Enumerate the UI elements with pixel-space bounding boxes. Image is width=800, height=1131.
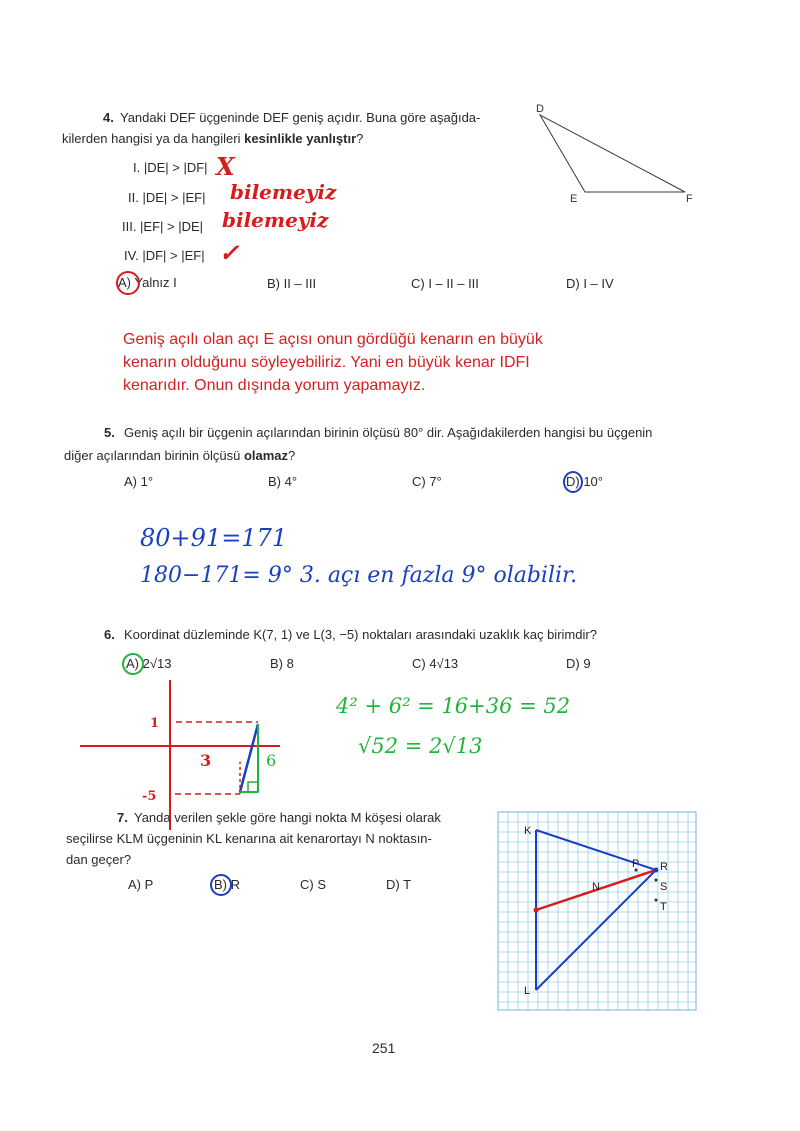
q5-work-line2: 180−171= 9° 3. açı en fazla 9° olabilir. — [140, 563, 578, 588]
q4-number: 4. — [103, 110, 114, 125]
q6-option-b[interactable]: B) 8 — [270, 656, 294, 671]
q4-mark-check: ✓ — [219, 238, 240, 267]
q7-line3: dan geçer? — [66, 852, 132, 867]
q5-option-c[interactable]: C) 7° — [412, 474, 442, 489]
grid-label-t: T — [660, 901, 667, 913]
q6-option-d[interactable]: D) 9 — [566, 656, 591, 671]
grid-label-k: K — [524, 825, 532, 837]
q6-option-a[interactable]: A) 2√13 — [126, 656, 171, 671]
q7-option-a[interactable]: A) P — [128, 877, 154, 892]
q7-option-c[interactable]: C) S — [300, 877, 326, 892]
q7-option-b[interactable]: B) R — [214, 877, 240, 892]
q7-option-d[interactable]: D) T — [386, 877, 412, 892]
q4-item-2: II. |DE| > |EF| — [128, 190, 206, 205]
grid-label-p: P — [632, 858, 640, 870]
q7-line2: seçilirse KLM üçgeninin KL kenarına ait kenarortayı N noktasın- — [66, 831, 432, 846]
q5-line1: Geniş açılı bir üçgenin açılarından birinin ölçüsü 80° dir. Aşağıdakilerden hangisi bu üçgenin — [124, 425, 653, 440]
q4-item-3: III. |EF| > |DE| — [122, 219, 204, 234]
q6-work-line2: √52 = 2√13 — [358, 734, 483, 758]
q6-line1: Koordinat düzleminde K(7, 1) ve L(3, −5) noktaları arasındaki uzaklık kaç birimdir? — [124, 627, 597, 642]
q6-number: 6. — [104, 627, 115, 642]
q7-number: 7. — [117, 810, 128, 825]
q6-sketch-label-6: 6 — [266, 751, 277, 770]
q4-mark-bilemeyiz-1: bilemeyiz — [230, 180, 337, 204]
triangle-label-e: E — [570, 193, 578, 205]
q6-sketch-label-3: 3 — [200, 751, 212, 770]
q4-option-b[interactable]: B) II – III — [267, 276, 317, 291]
q6-coordinate-sketch — [80, 680, 300, 830]
grid-label-r: R — [660, 861, 668, 873]
q5-option-d[interactable]: D) 10° — [566, 474, 603, 489]
grid-label-l: L — [524, 985, 531, 997]
triangle-label-f: F — [686, 193, 693, 205]
q4-explanation: Geniş açılı olan açı E açısı onun gördüğü kenarın en büyük kenarın olduğunu söyleyebiliriz. Yani en büyük kenar IDFI kenarıdır. Onun dışında yorum yapamayız. — [123, 331, 543, 394]
page-number: 251 — [372, 1040, 396, 1056]
q6-sketch-label-5: -5 — [142, 789, 157, 804]
q5-option-b[interactable]: B) 4° — [268, 474, 298, 489]
q6-sketch-label-1: 1 — [150, 716, 160, 731]
q6-option-c[interactable]: C) 4√13 — [412, 656, 459, 671]
triangle-def — [530, 100, 700, 210]
q6-work-line1: 4² + 6² = 16+36 = 52 — [336, 694, 571, 718]
q4-item-1: I. |DE| > |DF| — [133, 160, 208, 175]
q4-line2: kilerden hangisi ya da hangileri kesinlikle yanlıştır? — [62, 131, 364, 146]
grid-label-s: S — [660, 881, 668, 893]
q7-grid-figure — [498, 812, 698, 1012]
q5-line2: diğer açılarından birinin ölçüsü olamaz? — [64, 448, 296, 463]
q5-number: 5. — [104, 425, 115, 440]
q5-work-line1: 80+91=171 — [140, 524, 288, 552]
q4-mark-x: X — [216, 152, 235, 181]
q7-line1: Yanda verilen şekle göre hangi nokta M köşesi olarak — [134, 810, 441, 825]
q4-option-a[interactable]: A) Yalnız I — [118, 275, 177, 290]
q4-option-d[interactable]: D) I – IV — [566, 276, 614, 291]
q4-option-c[interactable]: C) I – II – III — [411, 276, 479, 291]
triangle-label-d: D — [536, 103, 544, 115]
q5-option-a[interactable]: A) 1° — [124, 474, 154, 489]
q4-mark-bilemeyiz-2: bilemeyiz — [222, 208, 329, 232]
grid-label-n: N — [592, 881, 600, 893]
q4-line1: Yandaki DEF üçgeninde DEF geniş açıdır. Buna göre aşağıda- — [120, 110, 481, 125]
q4-item-4: IV. |DF| > |EF| — [124, 248, 205, 263]
